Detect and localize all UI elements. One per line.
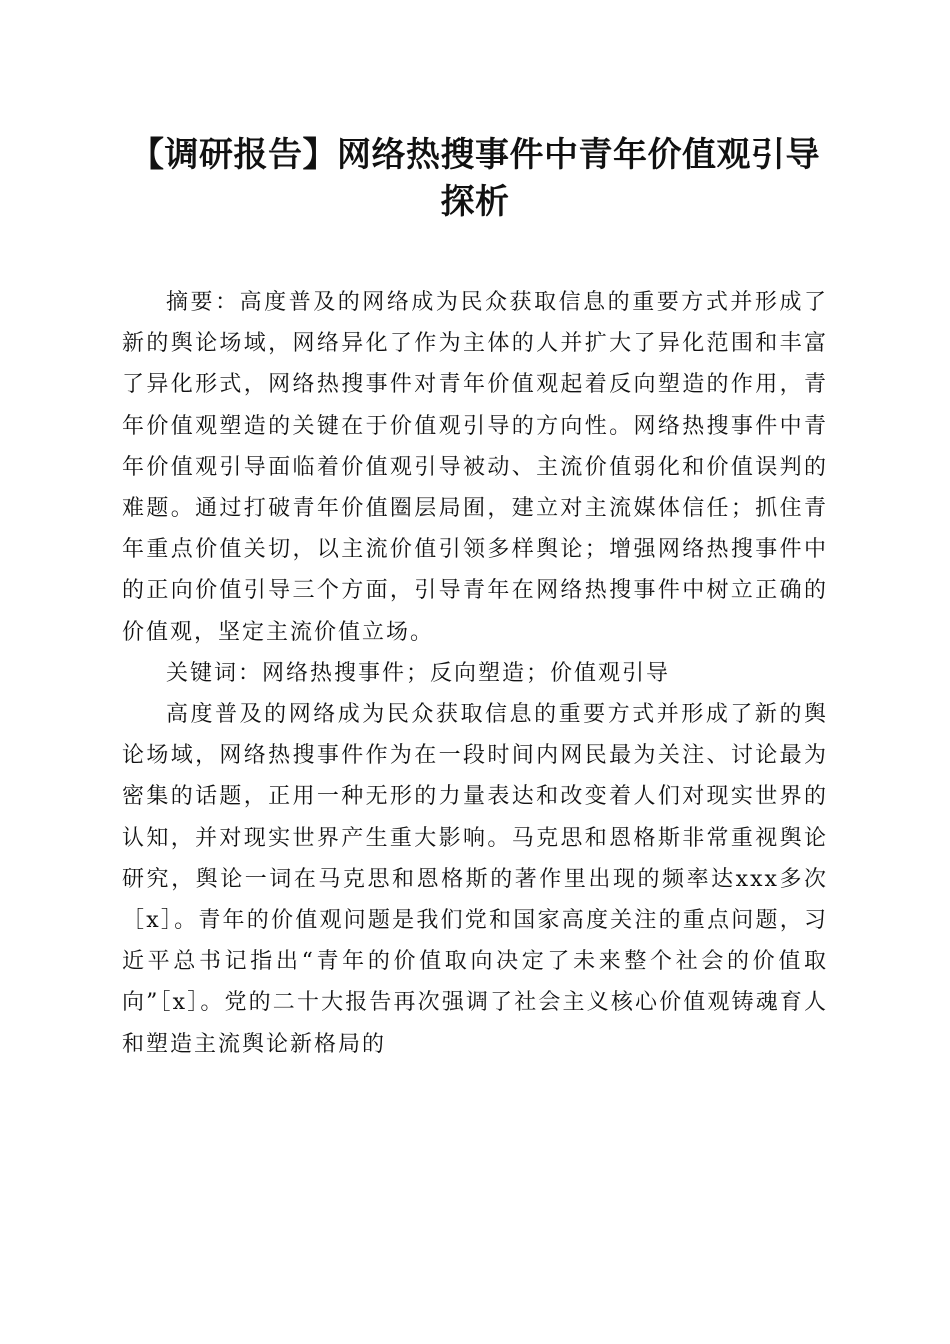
document-body (122, 282, 828, 1065)
page-title: 【调研报告】网络热搜事件中青年价值观引导探析 (130, 135, 820, 222)
keywords-paragraph (122, 653, 828, 694)
keywords-value: 网络热搜事件；反向塑造；价值观引导 (262, 660, 671, 686)
keywords-label: 关键词： (166, 660, 263, 686)
intro-paragraph: 高度普及的网络成为民众获取信息的重要方式并形成了新的舆论场域，网络热搜事件作为在一段时间内网民最为关注、讨论最为密集的话题，正用一种无形的力量表达和改变着人们对现实世界的认知，并对现实世界产生重大影响。马克思和恩格斯非常重视舆论研究，舆论一词在马克思和恩格斯的著作里出现的频率达xxx多次［x］。青年的价值观问题是我们党和国家高度关注的重点问题，习近平总书记指出“青年的价值取向决定了未来整个社会的价值取向”［x］。党的二十大报告再次强调了社会主义核心价值观铸魂育人和塑造主流舆论新格局的 (122, 702, 828, 1057)
abstract-paragraph: 摘要：高度普及的网络成为民众获取信息的重要方式并形成了新的舆论场域，网络异化了作为主体的人并扩大了异化范围和丰富了异化形式，网络热搜事件对青年价值观起着反向塑造的作用，青年价值观塑造的关键在于价值观引导的方向性。网络热搜事件中青年价值观引导面临着价值观引导被动、主流价值弱化和价值误判的难题。通过打破青年价值圈层局囿，建立对主流媒体信任；抓住青年重点价值关切，以主流价值引领多样舆论；增强网络热搜事件中的正向价值引导三个方面，引导青年在网络热搜事件中树立正确的价值观，坚定主流价值立场。 (122, 290, 828, 645)
